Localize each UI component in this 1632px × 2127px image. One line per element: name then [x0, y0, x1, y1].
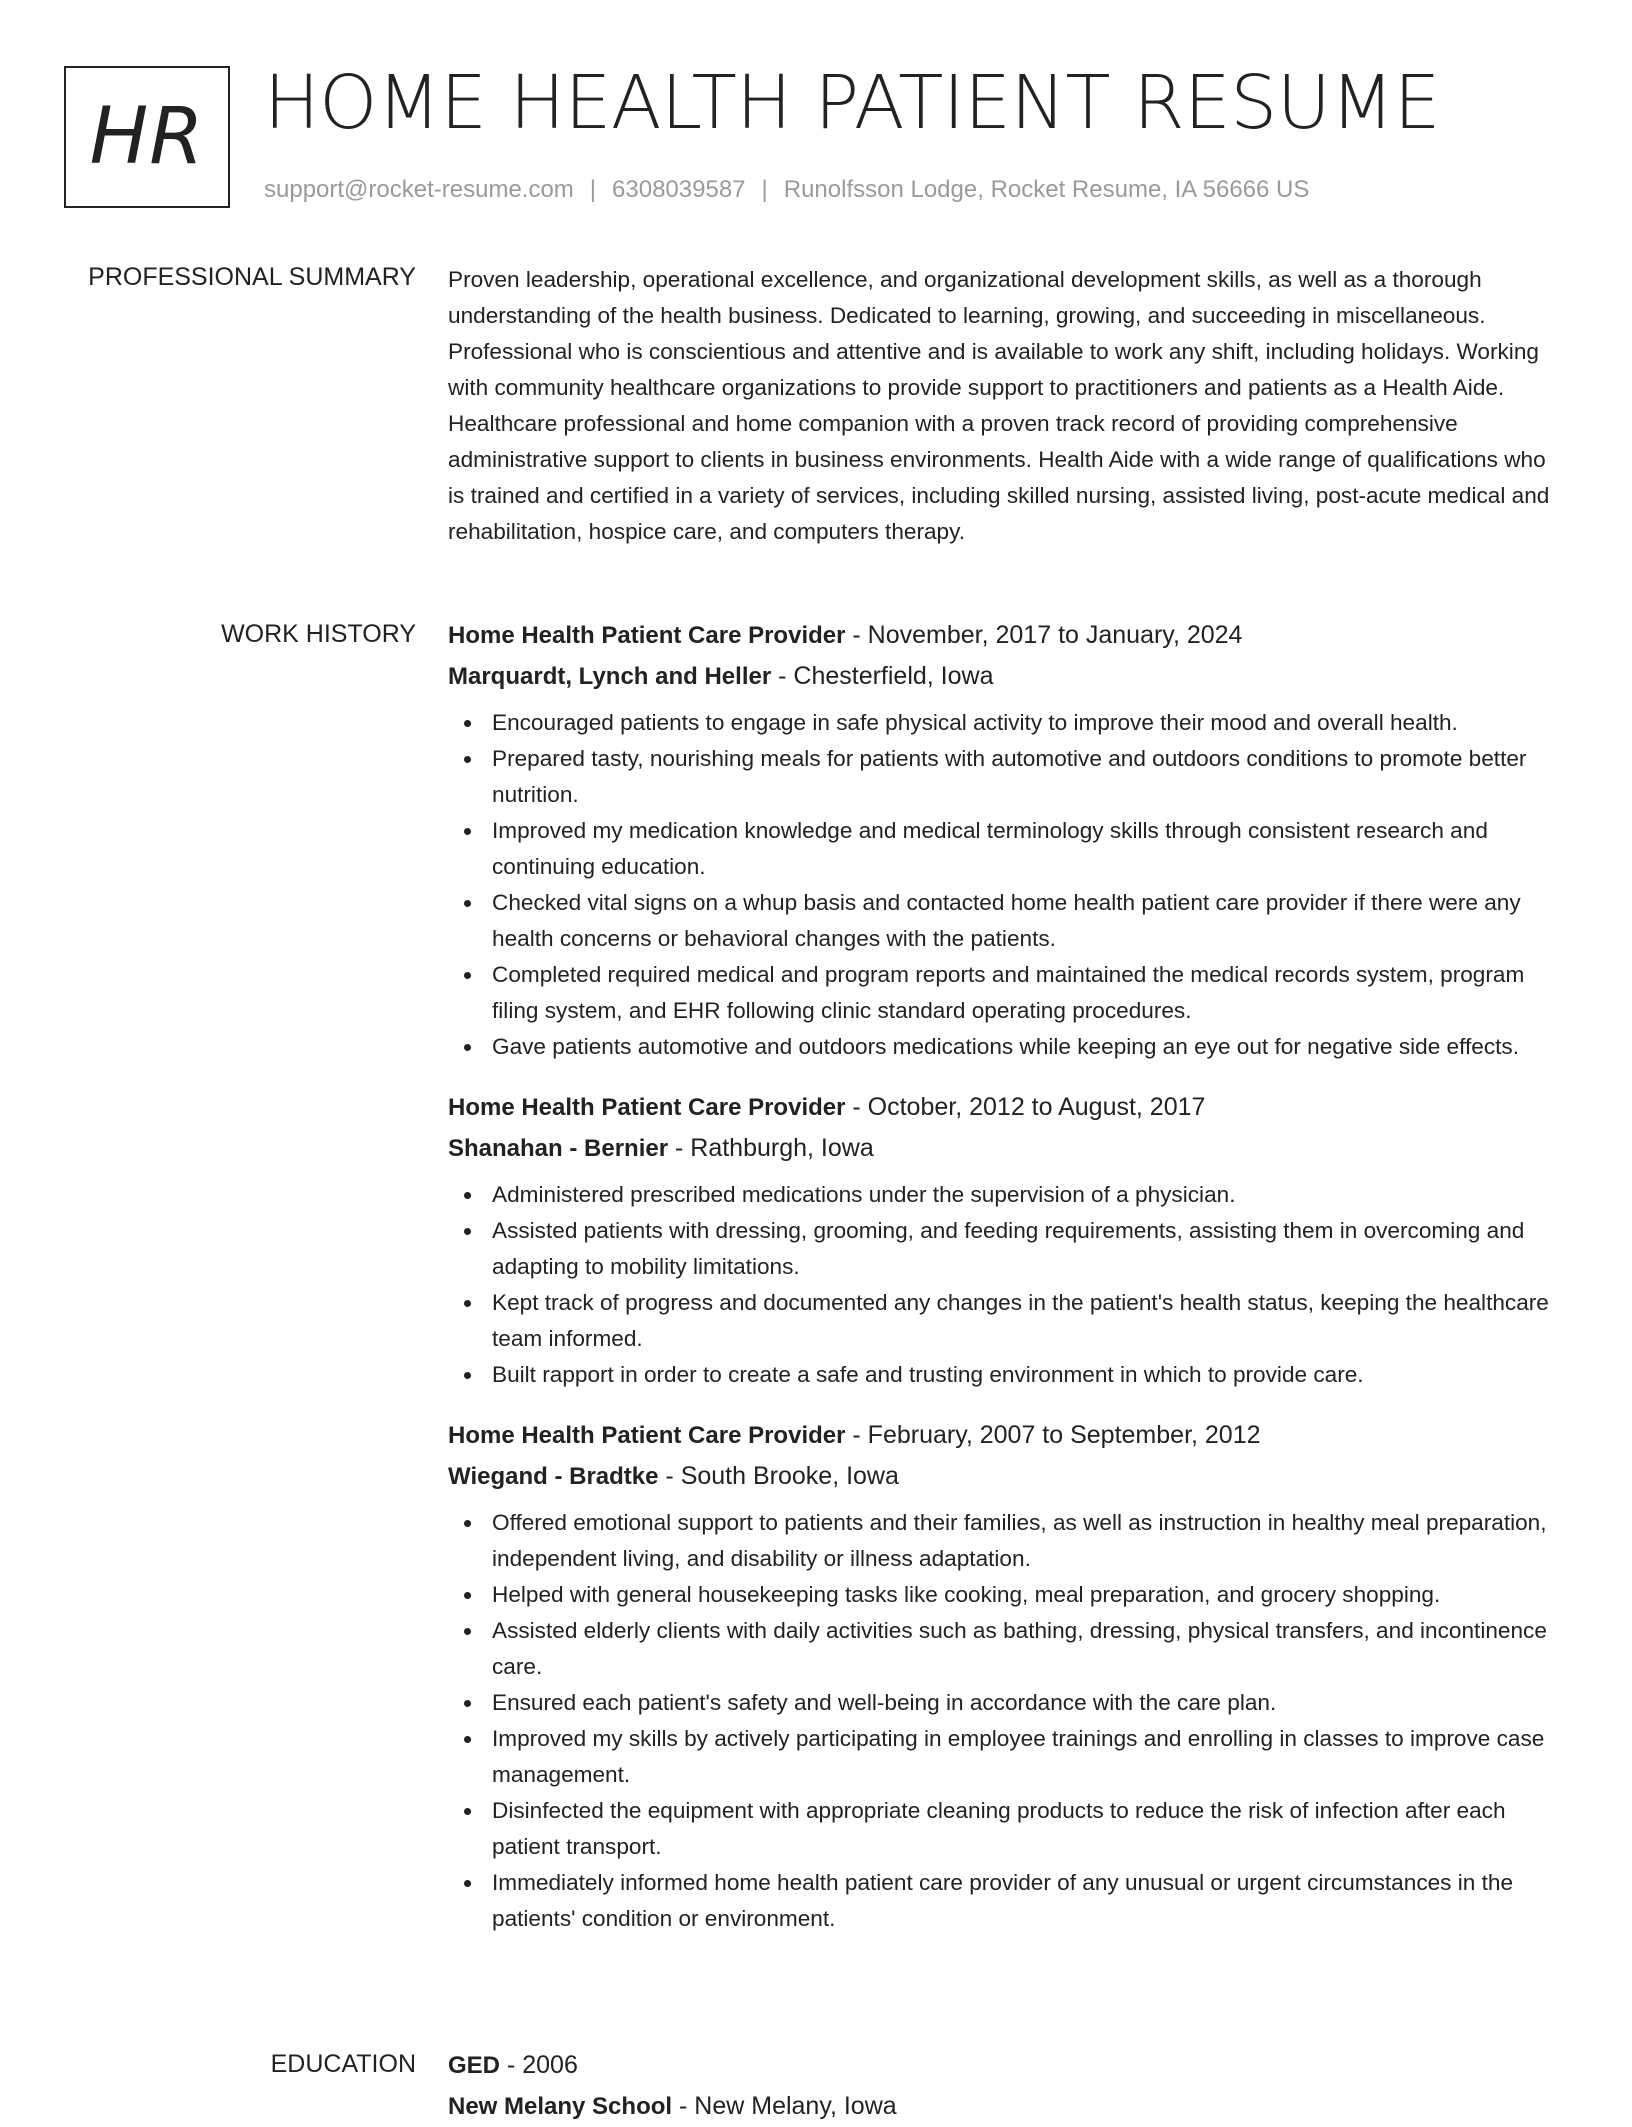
summary-content [448, 262, 1566, 550]
section-label-summary: PROFESSIONAL SUMMARY [88, 263, 416, 291]
monogram-initials: HR [89, 92, 205, 182]
contact-email[interactable]: support@rocket-resume.com [264, 176, 574, 203]
contact-phone[interactable]: 6308039587 [612, 176, 746, 203]
monogram-box [64, 66, 230, 208]
education-degree-line [448, 2045, 1566, 2086]
job-bullet-list [448, 1177, 1566, 1393]
job-bullet: Helped with general housekeeping tasks like cooking, meal preparation, and grocery shopping. [448, 1577, 1566, 1613]
job-bullet: Encouraged patients to engage in safe physical activity to improve their mood and overall health. [448, 705, 1566, 741]
job-entry [448, 1087, 1566, 1393]
job-title-line [448, 615, 1566, 656]
section-label-work-history: WORK HISTORY [221, 620, 416, 648]
job-company: Shanahan - Bernier [448, 1135, 669, 1162]
education-degree: GED [448, 2052, 501, 2079]
work-history-content [448, 615, 1566, 1959]
education-location: - New Melany, Iowa [672, 2092, 897, 2120]
job-bullet: Disinfected the equipment with appropriate cleaning products to reduce the risk of infection after each patient transport. [448, 1793, 1566, 1865]
contact-address: Runolfsson Lodge, Rocket Resume, IA 56666 US [783, 176, 1310, 203]
contact-line [264, 176, 1309, 204]
job-company: Marquardt, Lynch and Heller [448, 663, 772, 690]
job-title-line [448, 1415, 1566, 1456]
job-bullet: Assisted elderly clients with daily activities such as bathing, dressing, physical transfers, and incontinence care. [448, 1613, 1566, 1685]
job-bullet: Improved my medication knowledge and medical terminology skills through consistent research and continuing education. [448, 813, 1566, 885]
job-title: Home Health Patient Care Provider [448, 1422, 846, 1449]
job-bullet: Built rapport in order to create a safe and trusting environment in which to provide care. [448, 1357, 1566, 1393]
job-bullet: Assisted patients with dressing, grooming, and feeding requirements, assisting them in overcoming and adapting to mobility limitations. [448, 1213, 1566, 1285]
job-bullet: Checked vital signs on a whup basis and contacted home health patient care provider if there were any health concerns or behavioral changes with the patients. [448, 885, 1566, 957]
job-bullet: Prepared tasty, nourishing meals for patients with automotive and outdoors conditions to promote better nutrition. [448, 741, 1566, 813]
job-bullet: Gave patients automotive and outdoors medications while keeping an eye out for negative side effects. [448, 1029, 1566, 1065]
education-year: - 2006 [500, 2051, 578, 2079]
resume-title: HOME HEALTH PATIENT RESUME [264, 60, 1440, 146]
job-bullet: Completed required medical and program reports and maintained the medical records system, program filing system, and EHR following clinic standard operating procedures. [448, 957, 1566, 1029]
job-location: - Chesterfield, Iowa [771, 662, 994, 690]
job-bullet: Improved my skills by actively participating in employee trainings and enrolling in classes to improve case management. [448, 1721, 1566, 1793]
job-company-line [448, 1128, 1566, 1169]
job-title-line [448, 1087, 1566, 1128]
job-dates: - February, 2007 to September, 2012 [845, 1421, 1261, 1449]
job-bullet: Kept track of progress and documented any changes in the patient's health status, keeping the healthcare team informed. [448, 1285, 1566, 1357]
job-company: Wiegand - Bradtke [448, 1463, 659, 1490]
job-bullet-list [448, 1505, 1566, 1937]
job-bullet: Ensured each patient's safety and well-being in accordance with the care plan. [448, 1685, 1566, 1721]
job-bullet: Immediately informed home health patient care provider of any unusual or urgent circumstances in the patients' condition or environment. [448, 1865, 1566, 1937]
job-title: Home Health Patient Care Provider [448, 1094, 846, 1121]
contact-separator: | [589, 176, 597, 203]
contact-separator: | [761, 176, 768, 203]
job-location: - Rathburgh, Iowa [668, 1134, 874, 1162]
summary-text: Proven leadership, operational excellence, and organizational development skills, as well as a thorough understanding of the health business. Dedicated to learning, growing, and succeeding in miscellaneous. Professional who is conscientious and attentive and is available to work any shift, including holidays. Working with community healthcare organizations to provide support to practitioners and patients as a Health Aide. Healthcare professional and home companion with a proven track record of providing comprehensive administrative support to clients in business environments. Health Aide with a wide range of qualifications who is trained and certified in a variety of services, including skilled nursing, assisted living, post-acute medical and rehabilitation, hospice care, and computers therapy. [448, 267, 1550, 544]
job-company-line [448, 1456, 1566, 1497]
education-school: New Melany School [448, 2093, 673, 2120]
section-label-education: EDUCATION [270, 2050, 416, 2078]
job-company-line [448, 656, 1566, 697]
education-content [448, 2045, 1566, 2127]
job-bullet-list [448, 705, 1566, 1065]
job-bullet: Administered prescribed medications under the supervision of a physician. [448, 1177, 1566, 1213]
job-location: - South Brooke, Iowa [658, 1462, 899, 1490]
education-school-line [448, 2086, 1566, 2127]
job-bullet: Offered emotional support to patients and their families, as well as instruction in healthy meal preparation, independent living, and disability or illness adaptation. [448, 1505, 1566, 1577]
job-entry [448, 615, 1566, 1065]
job-dates: - November, 2017 to January, 2024 [845, 621, 1243, 649]
job-dates: - October, 2012 to August, 2017 [845, 1093, 1206, 1121]
job-entry [448, 1415, 1566, 1937]
job-title: Home Health Patient Care Provider [448, 622, 846, 649]
